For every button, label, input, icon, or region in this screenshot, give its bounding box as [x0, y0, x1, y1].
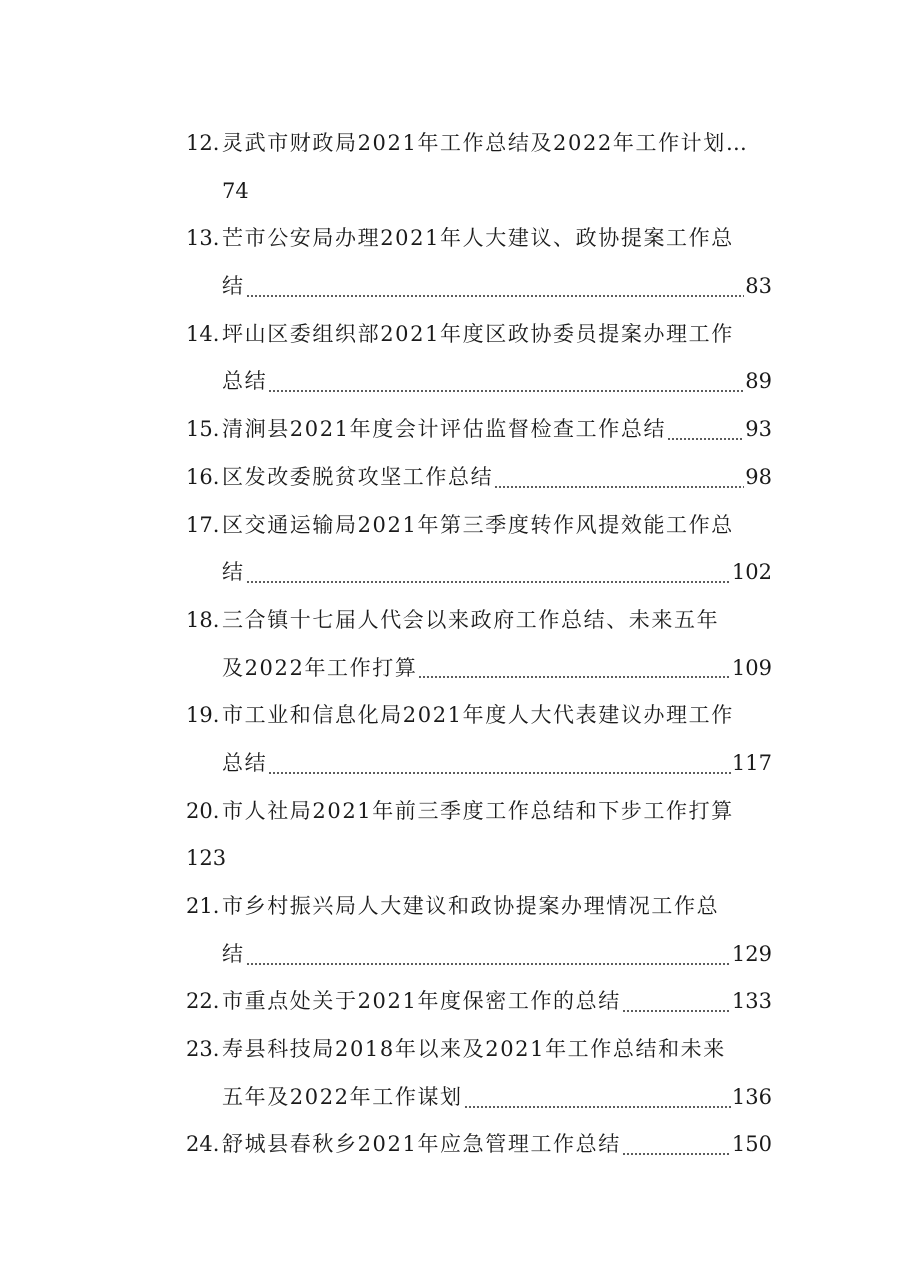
toc-entry-18: [186, 597, 772, 692]
toc-dot-leader: [622, 1010, 731, 1012]
toc-entry-title-continued: 结: [222, 941, 245, 966]
toc-entry-title: 区交通运输局2021年第三季度转作风提效能工作总: [222, 512, 734, 537]
toc-entry-14: [186, 311, 772, 406]
toc-dot-leader: [246, 295, 745, 297]
toc-entry-title-continued: 结: [222, 560, 245, 585]
toc-entry-number: 19.: [186, 703, 220, 728]
toc-entry-16: [186, 454, 772, 502]
toc-entry-number: 15.: [186, 417, 220, 442]
toc-dot-leader: [418, 676, 730, 678]
toc-page-number: 117: [731, 750, 772, 775]
toc-entry-title: 坪山区委组织部2021年度区政协委员提案办理工作: [222, 321, 734, 346]
toc-page-number: 93: [745, 417, 772, 442]
toc-entry-title-continued: 结: [222, 274, 245, 299]
toc-entry-number: 13.: [186, 226, 220, 251]
toc-entry-17: [186, 502, 772, 597]
toc-dot-leader: [268, 390, 744, 392]
toc-entry-title: 灵武市财政局2021年工作总结及2022年工作计划…: [222, 131, 749, 155]
toc-dot-leader: [246, 581, 731, 583]
toc-page-number: 150: [731, 1132, 772, 1157]
toc-page-number: 136: [731, 1084, 772, 1109]
toc-entry-15: [186, 406, 772, 454]
toc-dot-leader: [268, 772, 731, 774]
toc-page-number: 102: [731, 560, 772, 585]
toc-entry-title: 区发改委脱贫攻坚工作总结: [222, 464, 494, 489]
toc-entry-number: 18.: [186, 607, 220, 632]
toc-entry-number: 23.: [186, 1037, 220, 1062]
toc-dot-leader: [667, 438, 744, 440]
toc-entry-24: [186, 1121, 772, 1169]
toc-entry-title: 市重点处关于2021年度保密工作的总结: [222, 989, 621, 1014]
toc-entry-number: 21.: [186, 894, 220, 918]
toc-page-number: 74: [222, 178, 249, 203]
toc-entry-title: 市人社局2021年前三季度工作总结和下步工作打算: [222, 798, 734, 823]
toc-entry-number: 20.: [186, 798, 220, 823]
toc-entry-20: [186, 788, 772, 883]
toc-page-number: 83: [745, 274, 772, 299]
toc-entry-title: 芒市公安局办理2021年人大建议、政协提案工作总: [222, 226, 734, 251]
toc-page-number: 129: [731, 941, 772, 966]
toc-dot-leader: [494, 486, 744, 488]
toc-dot-leader: [622, 1153, 731, 1155]
toc-entry-number: 17.: [186, 512, 220, 537]
toc-entry-title-continued: 总结: [222, 369, 268, 394]
toc-entry-title: 市乡村振兴局人大建议和政协提案办理情况工作总: [222, 894, 720, 918]
toc-entry-13: [186, 215, 772, 310]
table-of-contents: [186, 120, 772, 1169]
toc-entry-19: [186, 692, 772, 787]
toc-page-number: 98: [745, 464, 772, 489]
toc-dot-leader: [246, 963, 731, 965]
toc-entry-12: [186, 120, 772, 215]
toc-entry-number: 22.: [186, 989, 220, 1014]
toc-entry-number: 12.: [186, 131, 220, 155]
toc-page-number: 89: [745, 369, 772, 394]
toc-entry-23: [186, 1026, 772, 1121]
toc-page-number: 109: [731, 655, 772, 680]
toc-entry-title-continued: 五年及2022年工作谋划: [222, 1084, 463, 1109]
toc-entry-title-continued: 总结: [222, 750, 268, 775]
toc-entry-number: 24.: [186, 1132, 220, 1157]
toc-entry-number: 14.: [186, 321, 220, 346]
toc-page-number: 133: [731, 989, 772, 1014]
toc-entry-title: 清涧县2021年度会计评估监督检查工作总结: [222, 417, 667, 442]
toc-entry-title-continued: 及2022年工作打算: [222, 655, 418, 680]
toc-entry-title: 市工业和信息化局2021年度人大代表建议办理工作: [222, 703, 734, 728]
toc-entry-22: [186, 978, 772, 1026]
toc-entry-number: 16.: [186, 464, 220, 489]
toc-dot-leader: [464, 1106, 731, 1108]
toc-entry-title: 三合镇十七届人代会以来政府工作总结、未来五年: [222, 607, 720, 632]
toc-entry-title: 舒城县春秋乡2021年应急管理工作总结: [222, 1132, 621, 1157]
toc-page-number: 123: [186, 846, 227, 871]
toc-entry-title: 寿县科技局2018年以来及2021年工作总结和未来: [222, 1037, 726, 1062]
toc-entry-21: [186, 883, 772, 978]
